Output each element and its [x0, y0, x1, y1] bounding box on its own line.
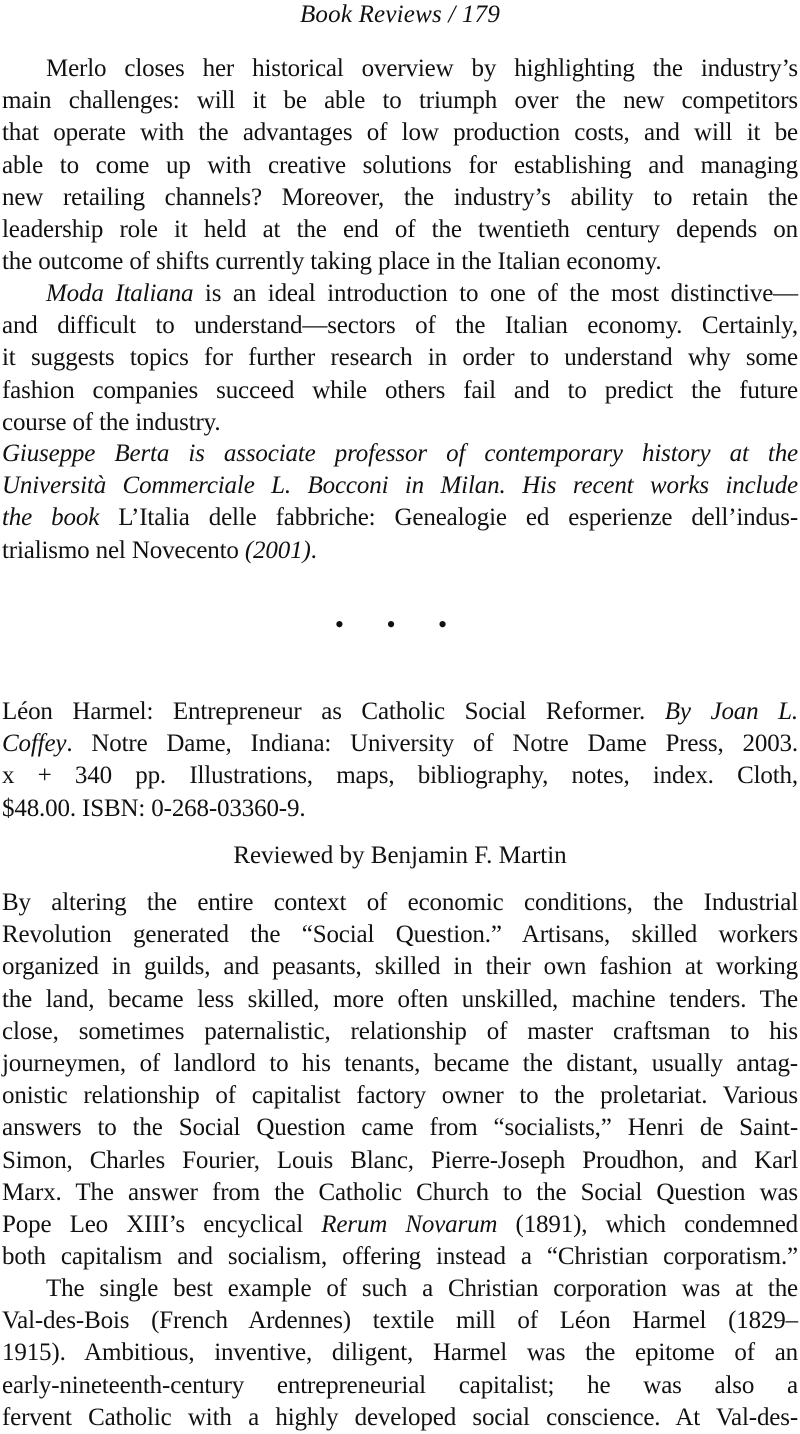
text-line: $48.00. ISBN: 0-268-03360-9. — [2, 794, 306, 822]
text-run: Pope Leo XIII’s encyclical — [2, 1210, 322, 1238]
review1-paragraph-1 — [2, 53, 798, 278]
book-citation — [2, 696, 798, 825]
text-line: The single best example of such a Christian corporation was at the — [46, 1275, 798, 1302]
text-line — [2, 535, 798, 567]
text-run: trialismo nel Novecento — [2, 536, 245, 564]
text-line: Revolution generated the “Social Question.” Artisans, skilled workers — [2, 921, 798, 949]
review2-paragraph-2 — [2, 1273, 798, 1434]
text-line: 1915). Ambitious, inventive, diligent, Harmel was the epitome of an — [2, 1339, 798, 1367]
text-line: that operate with the advantages of low production costs, and will it be — [2, 119, 798, 147]
text-line: Marx. The answer from the Catholic Church to the Social Question was — [2, 1178, 798, 1206]
text-line: Università Commerciale L. Bocconi in Milan. His recent works include — [2, 472, 798, 500]
text-run: Léon Harmel: Entrepreneur as Catholic Social Reformer. — [2, 698, 665, 725]
text-line — [2, 696, 798, 728]
section-separator: • • • — [334, 610, 466, 639]
text-line: the land, became less skilled, more often unskilled, machine tenders. The — [2, 985, 798, 1013]
text-line: journeymen, of landlord to his tenants, became the distant, usually antag- — [2, 1049, 798, 1077]
text-line: x + 340 pp. Illustrations, maps, bibliography, notes, index. Cloth, — [2, 762, 798, 790]
text-run: . — [310, 536, 317, 564]
text-line: course of the industry. — [2, 408, 221, 436]
text-run: is an ideal introduction to one of the most distinctive— — [193, 280, 798, 307]
text-line — [2, 1209, 798, 1241]
text-line: new retailing channels? Moreover, the industry’s ability to retain the — [2, 183, 798, 211]
text-run: . Notre Dame, Indiana: University of Notre Dame Press, 2003. — [66, 730, 798, 758]
text-line: the outcome of shifts currently taking place in the Italian economy. — [2, 248, 662, 276]
text-line: it suggests topics for further research in order to understand why some — [2, 344, 798, 372]
text-line: able to come up with creative solutions for establishing and managing — [2, 151, 798, 179]
text-line — [2, 502, 798, 534]
text-run: (2001) — [244, 536, 311, 564]
text-line: Val-des-Bois (French Ardennes) textile mill of Léon Harmel (1829– — [2, 1307, 798, 1335]
text-line: early-nineteenth-century entrepreneurial capitalist; he was also a — [2, 1371, 798, 1399]
text-line: Merlo closes her historical overview by highlighting the industry’s — [46, 55, 798, 82]
text-line: Giuseppe Berta is associate professor of contemporary history at the — [2, 440, 798, 467]
text-line: fashion companies succeed while others fail and to predict the future — [2, 376, 798, 404]
reviewer-bio — [2, 438, 798, 567]
text-line: organized in guilds, and peasants, skilled in their own fashion at working — [2, 953, 798, 981]
review1-paragraph-2 — [2, 278, 798, 439]
reviewer-byline: Reviewed by Benjamin F. Martin — [233, 842, 567, 869]
text-run: By Joan L. — [664, 698, 798, 725]
text-line: answers to the Social Question came from “socialists,” Henri de Saint- — [2, 1114, 798, 1142]
text-run: the book — [2, 504, 100, 532]
text-run: Coffey — [2, 730, 67, 758]
text-line: Simon, Charles Fourier, Louis Blanc, Pierre-Joseph Proudhon, and Karl — [2, 1146, 798, 1174]
text-run: L’Italia delle fabbriche: Genealogie ed esperienze dell’indus- — [99, 504, 798, 532]
text-line: By altering the entire context of economic conditions, the Industrial — [2, 889, 798, 916]
text-run: Rerum Novarum — [321, 1210, 498, 1238]
text-line: both capitalism and socialism, offering instead a “Christian corporatism.” — [2, 1243, 798, 1271]
text-line — [2, 278, 798, 310]
text-line: fervent Catholic with a highly developed social conscience. At Val-des- — [2, 1403, 798, 1431]
running-head: Book Reviews / 179 — [299, 1, 501, 28]
review2-paragraph-1 — [2, 887, 798, 1273]
book-title-italic: Moda Italiana — [46, 280, 194, 307]
text-line: and difficult to understand—sectors of the Italian economy. Certainly, — [2, 312, 798, 340]
text-line: close, sometimes paternalistic, relationship of master craftsman to his — [2, 1017, 798, 1045]
text-line: onistic relationship of capitalist factory owner to the proletariat. Various — [2, 1082, 798, 1110]
text-run: (1891), which condemned — [497, 1210, 798, 1238]
text-line: main challenges: will it be able to triumph over the new competitors — [2, 87, 798, 115]
text-line — [2, 728, 798, 760]
text-line: leadership role it held at the end of the twentieth century depends on — [2, 215, 798, 243]
